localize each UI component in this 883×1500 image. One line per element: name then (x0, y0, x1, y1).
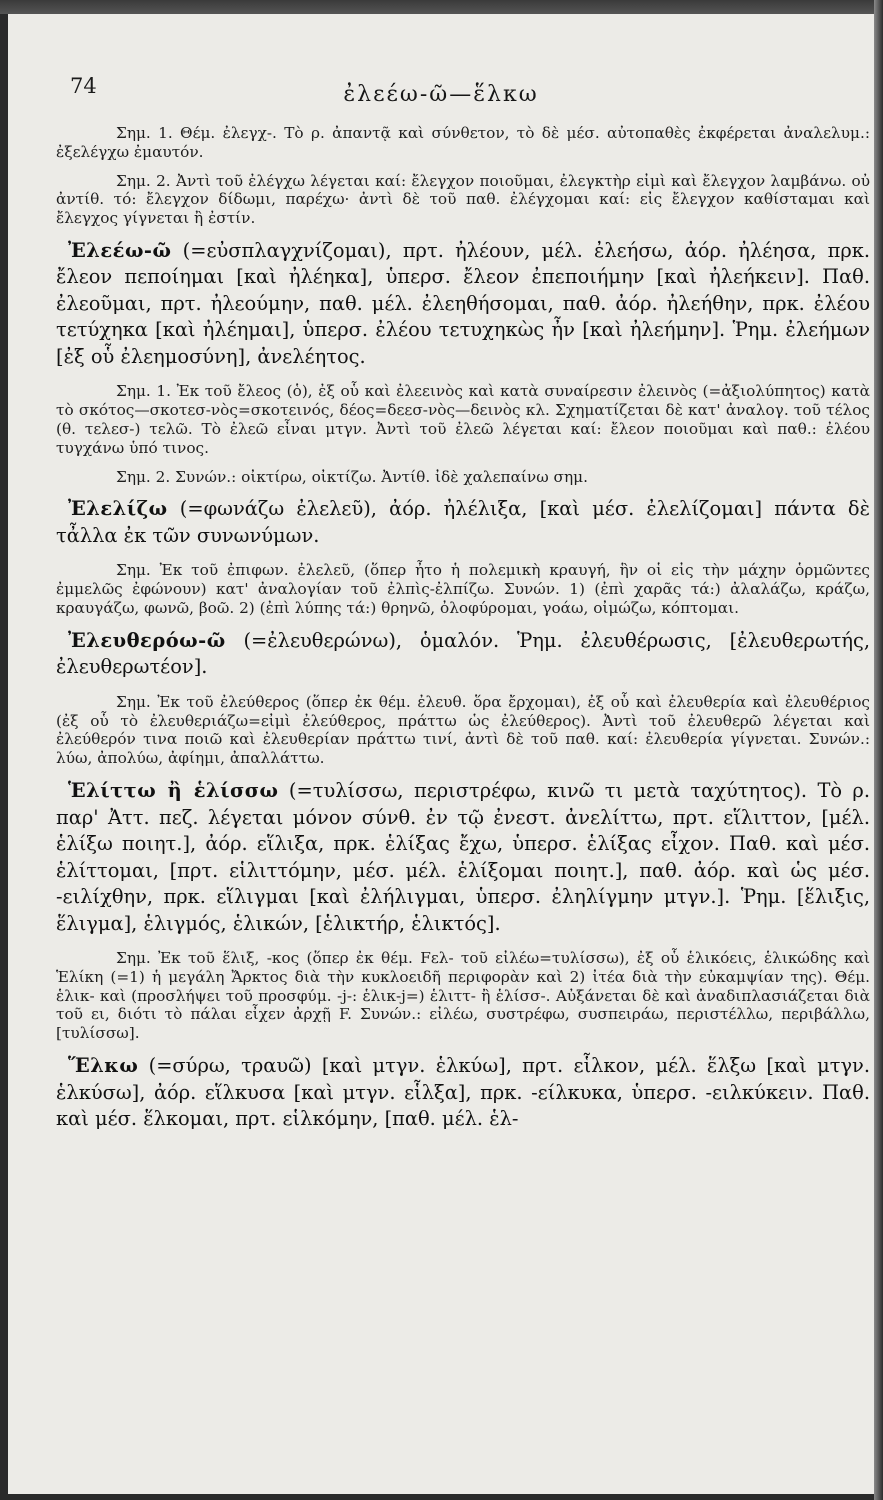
entry-note: Σημ. 2. Συνών.: οἰκτίρω, οἰκτίζω. Ἀντίθ. ἰδὲ χαλεπαίνω σημ. (116, 467, 588, 486)
dictionary-entry (56, 778, 870, 937)
entry-note: Σημ. 1. Θέμ. ἐλεγχ-. Τὸ ρ. ἀπαντᾷ καὶ σύνθετον, τὸ δὲ μέσ. αὐτοπαθὲς ἐκφέρεται ἀναλελυμ.: ἐξελέγχω ἐμαυτόν. (56, 124, 870, 161)
scan-right-edge (874, 0, 883, 1500)
dictionary-entry (56, 496, 870, 549)
running-head: ἐλεέω-ῶ—ἕλκω (343, 82, 539, 107)
entry-body: (=εὐσπλαγχνίζομαι), πρτ. ἠλέουν, μέλ. ἐλεήσω, ἀόρ. ἠλέησα, πρκ. ἔλεον πεποίημαι [καὶ ἠλέηκα], ὑπερσ. ἔλεον ἐπεποιήμην [καὶ ἠλεήκειν]. Παθ. ἐλεοῦμαι, πρτ. ἠλεούμην, παθ. μέλ. ἐλεηθήσομαι, παθ. ἀόρ. ἠλεήθην, πρκ. ἐλέου τετύχηκα [καὶ ἠλέημαι], ὑπερσ. ἐλέου τετυχηκὼς ἦν [καὶ ἠλεήμην]. Ῥημ. ἐλεήμων [ἐξ οὗ ἐλεημοσύνη], ἀνελέητος. (56, 238, 870, 368)
entry-lemma: Ἐλευθερόω-ῶ (68, 628, 226, 652)
dictionary-page (8, 14, 874, 1494)
entry-note: Σημ. Ἐκ τοῦ ἐλεύθερος (ὅπερ ἐκ θέμ. ἐλευθ. ὅρα ἔρχομαι), ἐξ οὗ καὶ ἐλευθερία καὶ ἐλευθέριος (ἐξ οὗ τὸ ἐλευθεριάζω=εἰμὶ ἐλεύθερος, πράττω ὡς ἐλεύθερος). Ἀντὶ τοῦ ἐλευθερῶ λέγεται καὶ ἐλεύθερόν τινα ποιῶ καὶ ἐλευθερίαν πράττω τινί, ἀντὶ δὲ τοῦ παθ. καί: ἐλευθερία γίγνεται. Συνών.: λύω, ἀπολύω, ἀφίημι, ἀπαλλάττω. (56, 692, 870, 768)
entry-lemma: Ἐλελίζω (68, 497, 168, 521)
entry-lemma: Ἑλίττω ἢ ἑλίσσω (68, 779, 279, 803)
entry-body: (=τυλίσσω, περιστρέφω, κινῶ τι μετὰ ταχύτητος). Τὸ ρ. παρ' Ἀττ. πεζ. λέγεται μόνον σύνθ. ἐν τῷ ἐνεστ. ἀνελίττω, πρτ. εἵλιττον, [μέλ. ἑλίξω ποιητ.], ἀόρ. εἵλιξα, πρκ. ἑλίξας ἔχω, ὑπερσ. ἑλίξας εἶχον. Παθ. καὶ μέσ. ἑλίττομαι, [πρτ. εἱλιττόμην, μέσ. μέλ. ἑλίξομαι ποιητ.], παθ. ἀόρ. καὶ ὡς μέσ. -ειλίχθην, πρκ. εἵλιγμαι [καὶ ἐλήλιγμαι, ὑπερσ. ἐληλίγμην μτγν.]. Ῥημ. [ἕλιξις, ἕλιγμα], ἑλιγμός, ἑλικών, [ἑλικτήρ, ἑλικτός]. (56, 779, 870, 935)
page-number: 74 (70, 74, 97, 98)
page-header (8, 70, 874, 120)
entry-body: (=φωνάζω ἐλελεῦ), ἀόρ. ἠλέλιξα, [καὶ μέσ. ἐλελίζομαι] πάντα δὲ τἆλλα ἐκ τῶν συνωνύμων. (56, 497, 870, 547)
entry-lemma: Ἐλεέω-ῶ (68, 238, 172, 262)
entry-lemma: Ἕλκω (68, 1054, 139, 1078)
entry-note: Σημ. Ἐκ τοῦ ἐπιφων. ἐλελεῦ, (ὅπερ ἦτο ἡ πολεμικὴ κραυγή, ἣν οἱ εἰς τὴν μάχην ὁρμῶντες ἐμμελῶς ἐφώνουν) κατ' ἀναλογίαν τοῦ ἐλπὶς-ἐλπίζω. Συνών. 1) (ἐπὶ χαρᾶς τά:) ἀλαλάζω, κράζω, κραυγάζω, φωνῶ, βοῶ. 2) (ἐπὶ λύπης τά:) θρηνῶ, ὀλοφύρομαι, γοάω, οἰμώζω, κόπτομαι. (56, 561, 870, 618)
entry-note: Σημ. 2. Ἀντὶ τοῦ ἐλέγχω λέγεται καί: ἔλεγχον ποιοῦμαι, ἐλεγκτὴρ εἰμὶ καὶ ἔλεγχον λαμβάνω. οὐ ἀντίθ. τό: ἔλεγχον δίδωμι, παρέχω· ἀντὶ δὲ τοῦ παθ. ἐλέγχομαι καί: εἰς ἔλεγχον καθίσταμαι καὶ ἔλεγχος γίγνεται ἢ ἐστίν. (56, 171, 870, 228)
scan-top-edge (0, 0, 883, 14)
dictionary-entry (56, 238, 870, 371)
page-body (56, 124, 870, 1145)
entry-note: Σημ. 1. Ἐκ τοῦ ἔλεος (ὁ), ἐξ οὗ καὶ ἐλεεινὸς καὶ κατὰ συναίρεσιν ἐλεινὸς (=ἀξιολύπητος) κατὰ τὸ σκότος—σκοτεσ-νὸς=σκοτεινός, δέος=δεεσ-νὸς—δεινὸς κλ. Σχηματίζεται δὲ κατ' ἀναλογ. τοῦ τέλος (θ. τελεσ-) τελῶ. Τὸ ἐλεῶ εἶναι μτγν. Ἀντὶ τοῦ ἐλεῶ λέγεται καί: ἔλεον ποιοῦμαι καὶ παθ.: ἐλέου τυγχάνω ὑπό τινος. (56, 382, 870, 457)
entry-body: (=ἐλευθερώνω), ὁμαλόν. Ῥημ. ἐλευθέρωσις, [ἐλευθερωτής, ἐλευθερωτέον]. (56, 628, 870, 679)
dictionary-entry (56, 1053, 870, 1133)
entry-body: (=σύρω, τραυῶ) [καὶ μτγν. ἑλκύω], πρτ. εἷλκον, μέλ. ἕλξω [καὶ μτγν. ἑλκύσω], ἀόρ. εἵλκυσα [καὶ μτγν. εἷλξα], πρκ. -είλκυκα, ὑπερσ. -ειλκύκειν. Παθ. καὶ μέσ. ἕλκομαι, πρτ. εἱλκόμην, [παθ. μέλ. ἑλ- (56, 1054, 870, 1131)
entry-note: Σημ. Ἐκ τοῦ ἕλιξ, -κος (ὅπερ ἐκ θέμ. Fελ- τοῦ εἰλέω=τυλίσσω), ἐξ οὗ ἑλικόεις, ἑλικώδης καὶ Ἑλίκη (=1) ἡ μεγάλη Ἄρκτος διὰ τὴν κυκλοειδῆ περιφορὰν καὶ 2) ἰτέα διὰ τὴν εὐκαμψίαν της). Θέμ. ἑλικ- καὶ (προσλήψει τοῦ προσφύμ. -j-: ἑλικ-j=) ἑλιττ- ἢ ἑλίσσ-. Αὐξάνεται δὲ καὶ ἀναδιπλασιάζεται διὰ τοῦ ει, διότι τὸ πάλαι εἶχεν ἀρχῇ F. Συνών.: εἰλέω, συστρέφω, συσπειράω, περιστέλλω, περιβάλλω, [τυλίσσω]. (56, 949, 870, 1043)
dictionary-entry (56, 628, 870, 681)
